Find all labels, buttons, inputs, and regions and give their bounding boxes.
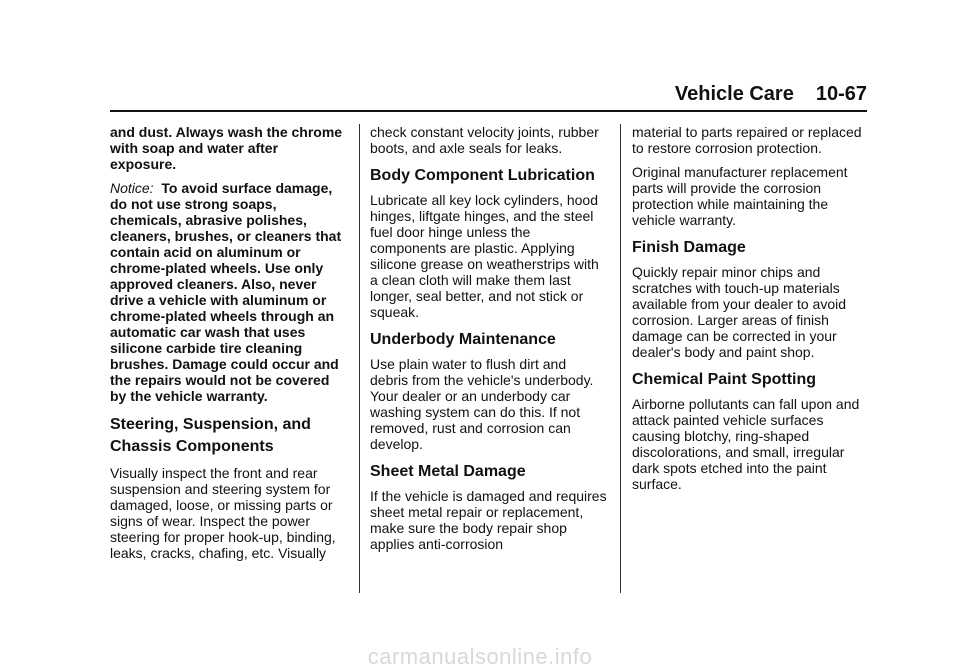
paragraph-replacement-parts: Original manufacturer replacement parts will provide the corrosion protection while maintaining the vehicle warranty. — [632, 164, 848, 228]
paragraph-body-lubrication: Lubricate all key lock cylinders, hood hinges, liftgate hinges, and the steel fuel door hinge unless the components are plastic. Applying silicone grease on weatherstrips with a clean cloth will make them last longer, seal better, and not stick or squeak. — [370, 192, 599, 320]
heading-body-lubrication: Body Component Lubrication — [370, 167, 595, 184]
paragraph-chrome-wash: and dust. Always wash the chrome with soap and water after exposure. — [110, 124, 343, 172]
paragraph-cv-joints: check constant velocity joints, rubber boots, and axle seals for leaks. — [370, 124, 599, 156]
paragraph-chemical-spotting: Airborne pollutants can fall upon and attack painted vehicle surfaces causing blotchy, ring-shaped discolorations, and small, irregular dark spots etched into the paint surface. — [632, 396, 860, 492]
page-header — [110, 84, 867, 104]
column-3 — [632, 124, 870, 500]
paragraph-sheet-metal: If the vehicle is damaged and requires sheet metal repair or replacement, make sure the body repair shop applies anti-corrosion — [370, 488, 607, 552]
section-title: Vehicle Care — [674, 83, 794, 105]
paragraph-steering: Visually inspect the front and rear suspension and steering system for damaged, loose, or missing parts or signs of wear. Inspect the power steering for proper hook-up, binding, leaks, cracks, chafing, etc. Visually — [110, 465, 336, 561]
notice-text: To avoid surface damage, do not use strong soaps, chemicals, abrasive polishes, cleaners, brushes, or cleaners that contain acid on aluminum or chrome-plated wheels. Use only approved cleaners. Also, never drive a vehicle with aluminum or chrome-plated wheels through an automatic car wash that uses silicone carbide tire cleaning brushes. Damage could occur and the repairs would not be covered by the vehicle warranty. — [110, 180, 342, 404]
column-2 — [370, 124, 608, 560]
page-number: 10-67 — [815, 83, 867, 105]
column-divider-1 — [359, 124, 360, 593]
notice-label: Notice: — [110, 180, 154, 196]
watermark-text: carmanualsonline.info — [367, 644, 593, 669]
column-1 — [110, 124, 348, 569]
paragraph-finish-damage: Quickly repair minor chips and scratches with touch-up materials available from your dealer to avoid corrosion. Larger areas of finish damage can be corrected in your dealer's body and paint shop. — [632, 264, 847, 360]
notice-paragraph — [110, 180, 348, 404]
heading-underbody: Underbody Maintenance — [370, 331, 556, 348]
header-rule — [110, 110, 867, 112]
paragraph-corrosion-protection: material to parts repaired or replaced to restore corrosion protection. — [632, 124, 862, 156]
heading-chemical-spotting: Chemical Paint Spotting — [632, 371, 817, 388]
heading-sheet-metal: Sheet Metal Damage — [370, 463, 526, 480]
heading-finish-damage: Finish Damage — [632, 239, 746, 256]
column-divider-2 — [620, 124, 621, 593]
heading-steering: Steering, Suspension, and Chassis Components — [110, 416, 311, 455]
paragraph-underbody: Use plain water to flush dirt and debris from the vehicle's underbody. Your dealer or an underbody car washing system can do this. If not removed, rust and corrosion can develop. — [370, 356, 594, 452]
